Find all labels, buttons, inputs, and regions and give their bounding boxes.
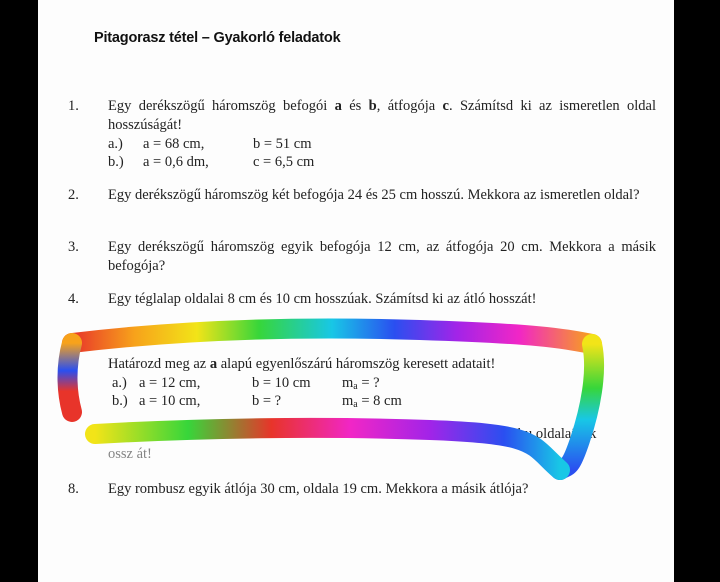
question-5-partial: … 13 cm oldal … átlójának hossza? (158, 322, 369, 338)
question-6-text: Határozd meg az a alapú egyenlőszárú háromszög keresett adatait! (108, 356, 496, 372)
question-7-partial-line2: ossz át! (108, 446, 152, 462)
question-7-partial-left: F (110, 426, 119, 442)
page-title: Pitagorasz tétel – Gyakorló feladatok (94, 30, 341, 46)
question-text: Egy derékszögű háromszög befogói a és b, átfogója c. Számítsd ki az ismeretlen oldal hosszúságát! (108, 98, 656, 133)
question-7-partial-right: ámítsa ki a rombu oldalainak (428, 426, 597, 442)
worksheet: Pitagorasz tétel – Gyakorló feladatok 1. Egy derékszögű háromszög befogói a és b, átfogója c. Számítsd ki az ismeretlen oldal hosszúságát! a.) a = 68 cm, b = 51 cm b.) a = 0,6 dm, c = 6,5 cm 2. Egy derékszögű háromszög két befogója 24 és 25 cm hosszú. Mekkora az ismeretlen oldal? 3. Egy derékszögű háromszög egyik befogója 12 cm, az átfogója 20 cm. Mekkora a másik befogója? 4. Egy téglalap oldalai 8 cm és 10 cm hosszúak. Számítsd ki az átló hosszát! … 13 cm oldal … átlójának hossza? Határozd meg az a alapú egyenlőszárú háromszög keresett adatait! a.) a = 12 cm, b = 10 cm $m_a$ = ? b.) a = 10 cm, b = ? $m_a = 8$ cm F ámítsa ki a rombu oldalainak ossz át! 8. Egy rombusz egyik átlója 30 cm, oldala 19 cm. Mekkora a másik átlója? (38, 0, 674, 582)
question-number: 1. (68, 98, 79, 114)
